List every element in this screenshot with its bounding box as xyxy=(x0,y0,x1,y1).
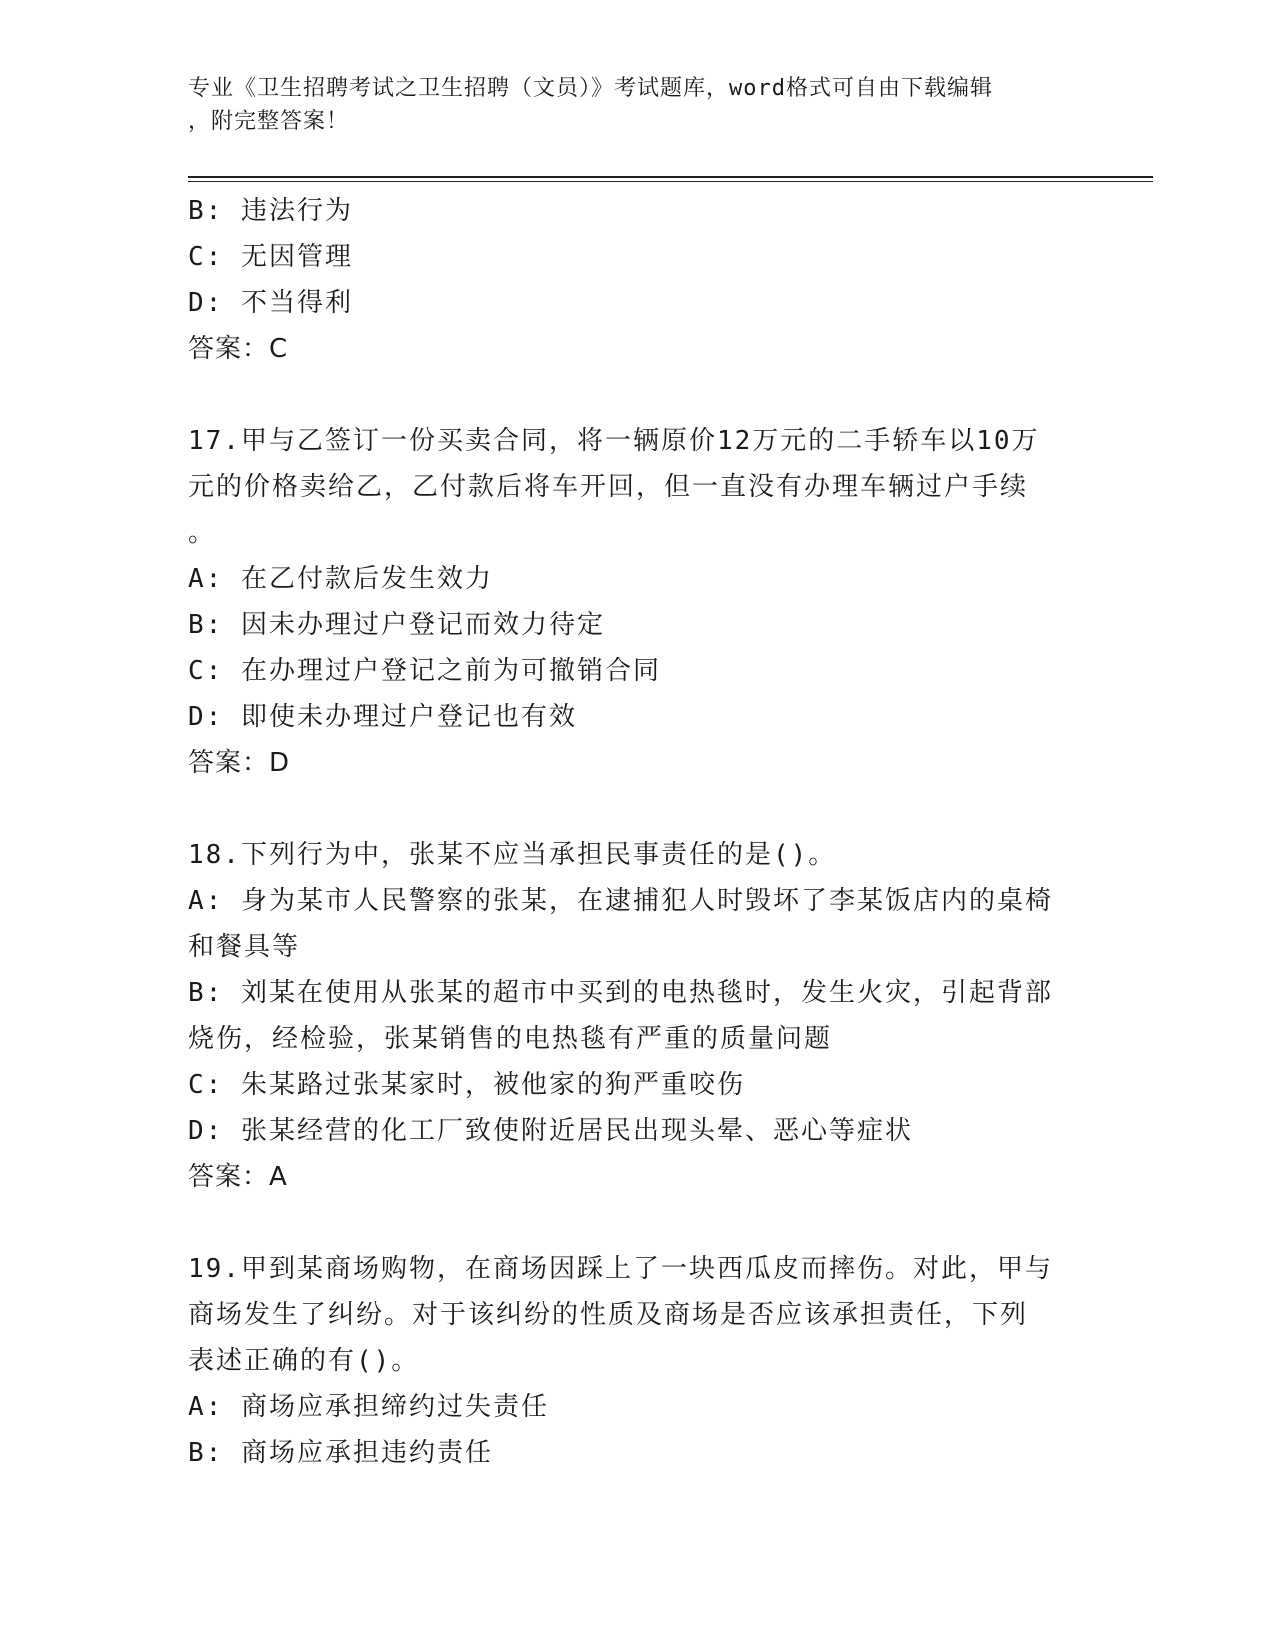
q18-option-c: C: 朱某路过张某家时，被他家的狗严重咬伤 xyxy=(188,1070,745,1100)
q19-stem-line-3: 表述正确的有()。 xyxy=(188,1346,420,1376)
q18-option-d: D: 张某经营的化工厂致使附近居民出现头晕、恶心等症状 xyxy=(188,1116,913,1146)
q18-option-a-line-2: 和餐具等 xyxy=(188,932,301,962)
q19-stem-line-1: 19.甲到某商场购物，在商场因踩上了一块西瓜皮而摔伤。对此，甲与 xyxy=(188,1254,1053,1284)
q18-option-b-line-2: 烧伤，经检验，张某销售的电热毯有严重的质量问题 xyxy=(188,1024,833,1054)
q17-stem-line-2: 元的价格卖给乙，乙付款后将车开回，但一直没有办理车辆过户手续 xyxy=(188,472,1029,502)
q17-answer: 答案：D xyxy=(188,748,291,778)
q16-option-d: D: 不当得利 xyxy=(188,288,353,318)
spacer xyxy=(188,1200,1088,1246)
header-rule-thin xyxy=(188,181,1153,182)
spacer xyxy=(188,372,1088,418)
document-body xyxy=(188,188,1088,1476)
question-16 xyxy=(188,188,1088,372)
q18-answer: 答案：A xyxy=(188,1162,288,1192)
question-19 xyxy=(188,1246,1088,1476)
q19-stem-line-2: 商场发生了纠纷。对于该纠纷的性质及商场是否应该承担责任，下列 xyxy=(188,1300,1029,1330)
q17-stem-line-3: 。 xyxy=(188,518,217,548)
q18-stem-line-1: 18.下列行为中，张某不应当承担民事责任的是()。 xyxy=(188,840,837,870)
q17-option-b: B: 因未办理过户登记而效力待定 xyxy=(188,610,605,640)
header-line-1: 专业《卫生招聘考试之卫生招聘（文员）》考试题库，word格式可自由下载编辑 xyxy=(188,76,993,101)
q17-option-a: A: 在乙付款后发生效力 xyxy=(188,564,493,594)
q19-option-a: A: 商场应承担缔约过失责任 xyxy=(188,1392,549,1422)
question-17 xyxy=(188,418,1088,786)
q16-option-b: B: 违法行为 xyxy=(188,196,353,226)
document-header xyxy=(188,72,1068,138)
q18-option-b-line-1: B: 刘某在使用从张某的超市中买到的电热毯时，发生火灾，引起背部 xyxy=(188,978,1053,1008)
q17-option-d: D: 即使未办理过户登记也有效 xyxy=(188,702,577,732)
q16-answer: 答案：C xyxy=(188,334,289,364)
q17-option-c: C: 在办理过户登记之前为可撤销合同 xyxy=(188,656,661,686)
header-line-2: ，附完整答案！ xyxy=(188,109,350,134)
q19-option-b: B: 商场应承担违约责任 xyxy=(188,1438,493,1468)
q17-stem-line-1: 17.甲与乙签订一份买卖合同，将一辆原价12万元的二手轿车以10万 xyxy=(188,426,1040,456)
q18-option-a-line-1: A: 身为某市人民警察的张某，在逮捕犯人时毁坏了李某饭店内的桌椅 xyxy=(188,886,1053,916)
header-rule-thick xyxy=(188,176,1153,178)
spacer xyxy=(188,786,1088,832)
q16-option-c: C: 无因管理 xyxy=(188,242,353,272)
question-18 xyxy=(188,832,1088,1200)
